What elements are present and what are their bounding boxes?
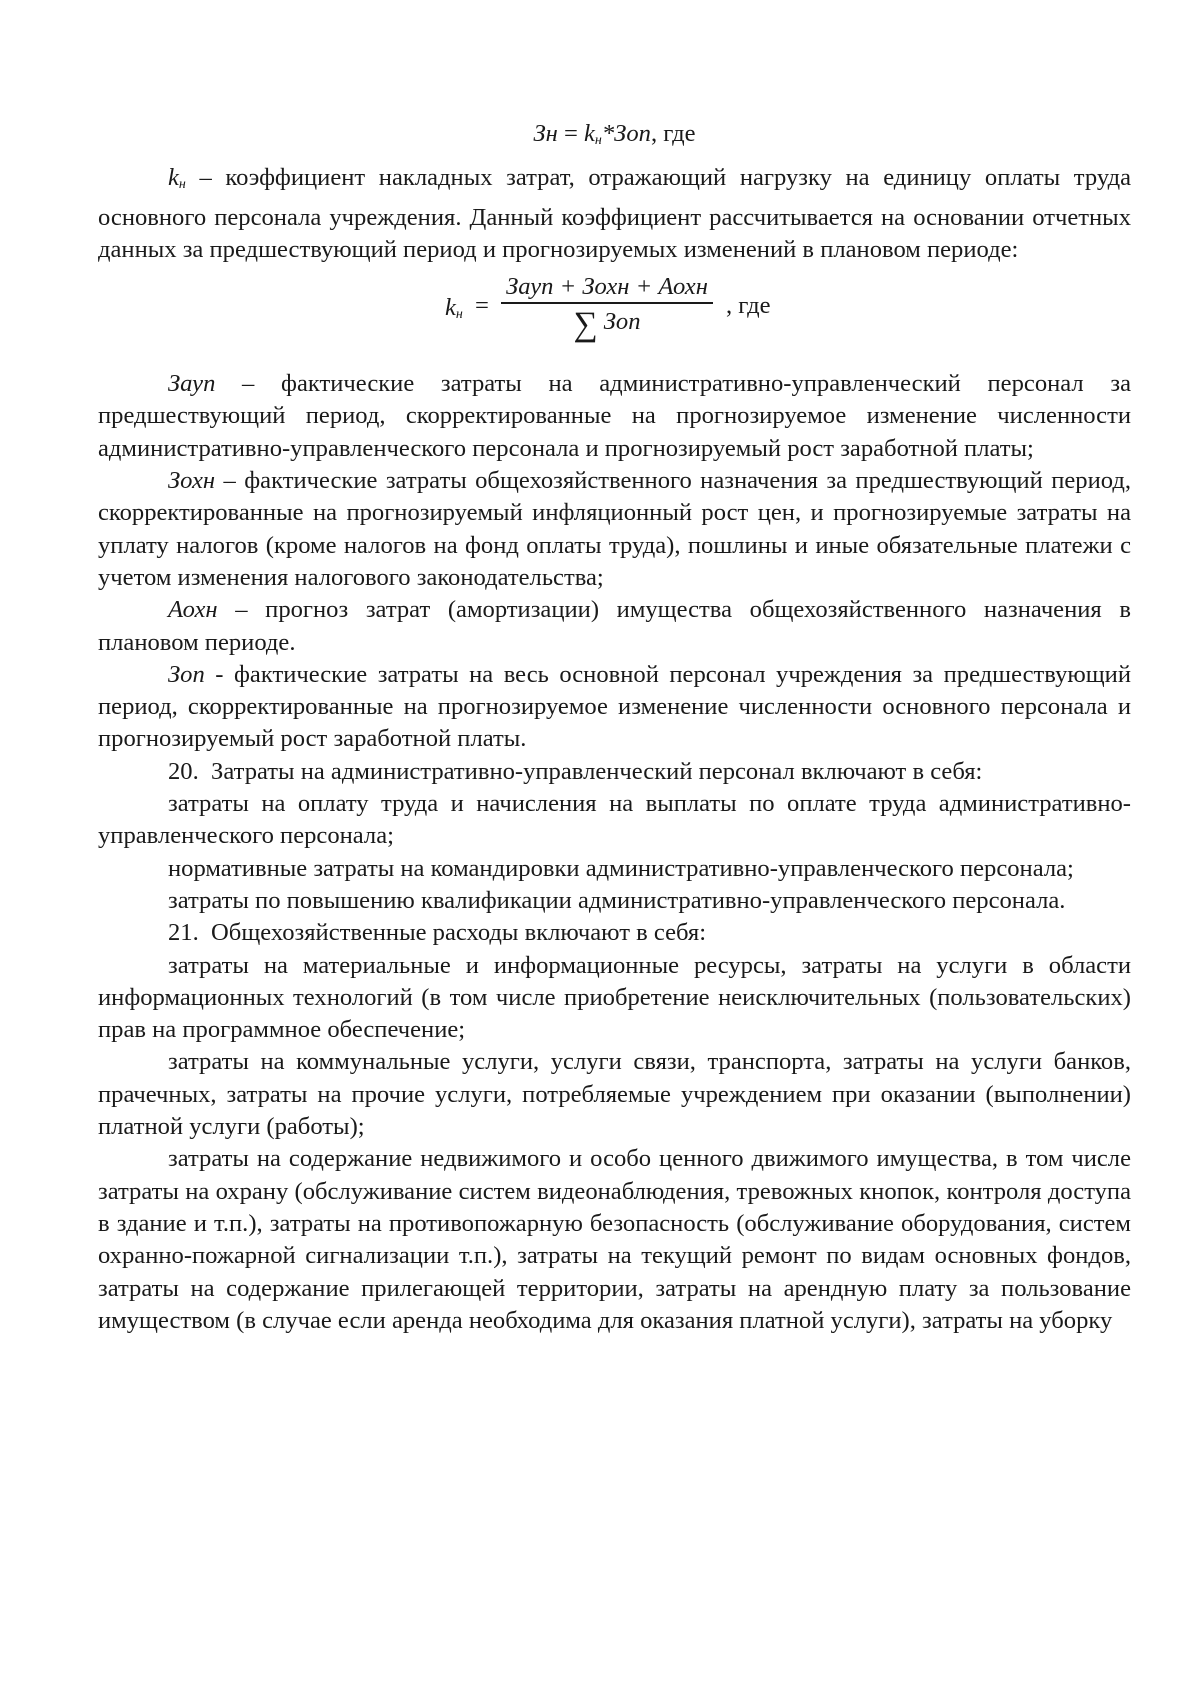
formula-kn-denominator-group [501, 306, 713, 344]
section-21-item: затраты на материальные и информационные ресурсы, затраты на услуги в области информационных технологий (в том числе приобретение неисключительных (пользовательских) прав на программное обеспечение; [98, 951, 1131, 1044]
formula-kn-denominator: Зоп [603, 308, 641, 336]
formula-kn-numerator: Зауп + Зохн + Аохн [506, 273, 708, 301]
section-20-item: нормативные затраты на командировки административно-управленческого персонала; [168, 854, 1074, 882]
kn-definition-text: – коэффициент накладных затрат, отражающий нагрузку на единицу оплаты труда основного персонала учреждения. Данный коэффициент рассчитывается на основании отчетных данных за предшествующий период и прогнозируемых изменений в плановом периоде: [98, 164, 1131, 263]
definition-zaup [98, 368, 1131, 465]
section-20-item: затраты на оплату труда и начисления на выплаты по оплате труда административно-управленческого персонала; [98, 790, 1131, 850]
formula-kn [98, 268, 1131, 350]
formula-kn-tail: , где [726, 292, 771, 320]
formula-kn-eq: = [475, 292, 489, 320]
definition-term: Аохн [168, 596, 218, 624]
formula-zn-k: k [584, 120, 595, 147]
sigma-symbol: ∑ [573, 306, 598, 344]
section-title: Общехозяйственные расходы включают в себя: [211, 919, 707, 947]
document-body [98, 118, 1131, 1337]
formula-zn-k-sub: н [594, 133, 602, 148]
kn-symbol: k [168, 164, 179, 192]
formula-zn-var: Зн [533, 120, 558, 147]
section-number: 21. [168, 919, 199, 947]
section-21-heading [98, 917, 1131, 949]
formula-zn-eq: = [557, 120, 584, 147]
section-number: 20. [168, 757, 199, 785]
formula-zn [98, 118, 1131, 157]
formula-kn-k: k [445, 294, 456, 322]
formula-zn-tail: , где [650, 120, 696, 147]
formula-kn-lhs [445, 292, 463, 331]
formula-zn-rest: *Зоп [601, 120, 651, 147]
definition-text: – прогноз затрат (амортизации) имущества общехозяйственного назначения в плановом периоде. [98, 596, 1131, 656]
kn-symbol-sub: н [178, 177, 186, 193]
formula-kn-k-sub: н [455, 307, 463, 323]
definition-term: Зауп [168, 370, 216, 398]
section-20-item: затраты по повышению квалификации административно-управленческого персонала. [168, 886, 1066, 914]
definition-text: - фактические затраты на весь основной персонал учреждения за предшествующий период, скорректированные на прогнозируемое изменение численности основного персонала и прогнозируемый рост заработной платы. [98, 660, 1131, 753]
section-21-item: затраты на содержание недвижимого и особо ценного движимого имущества, в том числе затраты на охрану (обслуживание систем видеонаблюдения, тревожных кнопок, контроля доступа в здание и т.п.), затраты на противопожарную безопасность (обслуживание оборудования, систем охранно-пожарной сигнализации т.п.), затраты на текущий ремонт по видам основных фондов, затраты на содержание прилегающей территории, затраты на арендную плату за пользование имуществом (в случае если аренда необходима для оказания платной услуги), затраты на уборку [98, 1145, 1131, 1334]
definition-term: Зоп [168, 660, 205, 688]
definition-term: Зохн [168, 467, 216, 495]
formula-kn-fraction-bar [501, 302, 713, 304]
definition-zop [98, 659, 1131, 756]
definition-text: – фактические затраты общехозяйственного назначения за предшествующий период, скорректированные на прогнозируемый инфляционный рост цен, и прогнозируемые затраты на уплату налогов (кроме налогов на фонд оплаты труда), пошлины и иные обязательные платежи с учетом изменения налогового законодательства; [98, 467, 1131, 591]
definition-text: – фактические затраты на административно-управленческий персонал за предшествующий период, скорректированные на прогнозируемое изменение численности административно-управленческого персонала и прогнозируемый рост заработной платы; [98, 370, 1131, 462]
definition-aohn [98, 594, 1131, 659]
section-title: Затраты на административно-управленческий персонал включают в себя: [211, 757, 983, 785]
paragraph-kn-definition [98, 162, 1131, 266]
section-21-item: затраты на коммунальные услуги, услуги связи, транспорта, затраты на услуги банков, прачечных, затраты на прочие услуги, потребляемые учреждением при оказании (выполнении) платной услуги (работы); [98, 1048, 1131, 1141]
section-20-heading [98, 756, 1131, 788]
definition-zohn [98, 465, 1131, 594]
